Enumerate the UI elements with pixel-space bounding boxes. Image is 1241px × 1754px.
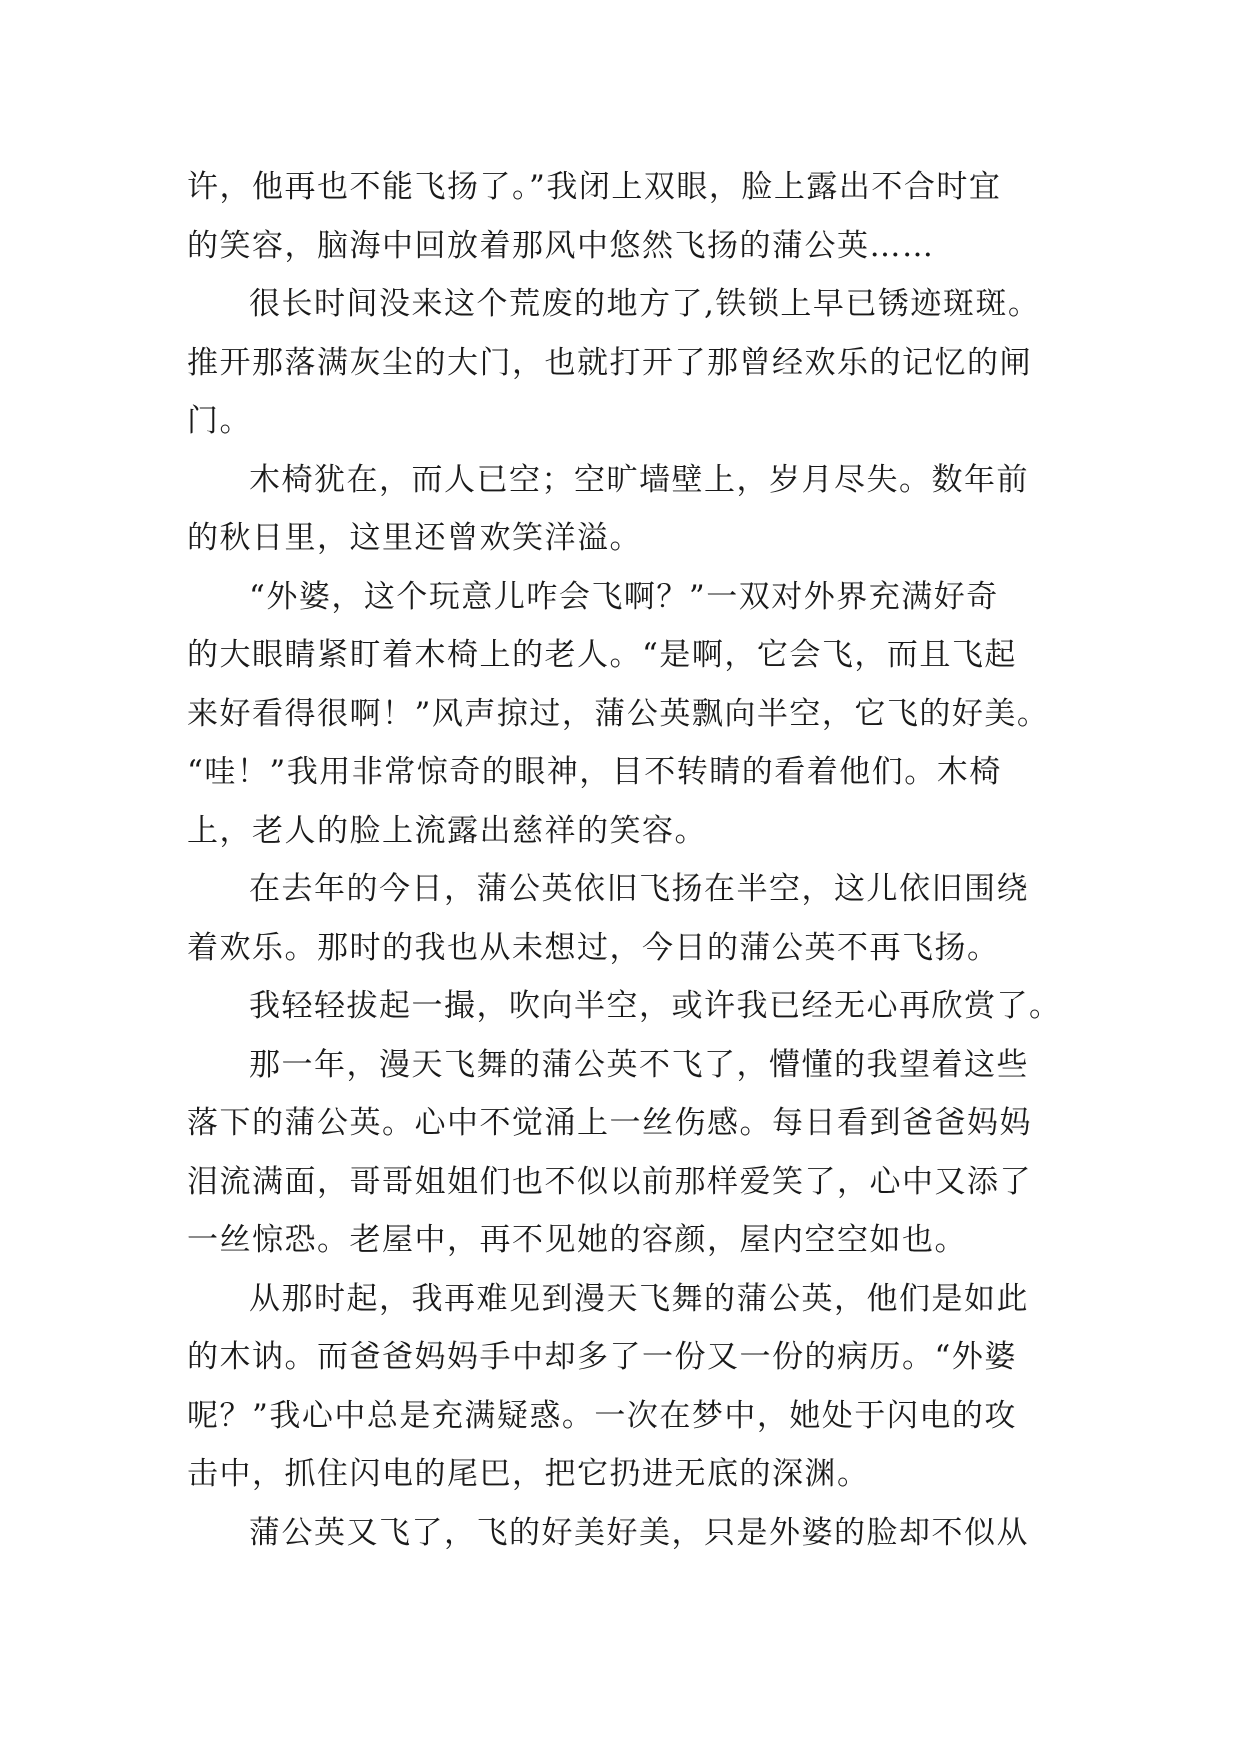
text-line: 的大眼睛紧盯着木椅上的老人。“是啊，它会飞，而且飞起 [187, 637, 1017, 673]
text-line: 从那时起，我再难见到漫天飞舞的蒲公英，他们是如此 [249, 1280, 1029, 1317]
text-line: 落下的蒲公英。心中不觉涌上一丝伤感。每日看到爸爸妈妈 [187, 1105, 1032, 1141]
text-line: 在去年的今日，蒲公英依旧飞扬在半空，这儿依旧围绕 [249, 871, 1029, 907]
paragraph-1 [187, 158, 1067, 275]
paragraph-2 [187, 275, 1067, 451]
text-line: “外婆，这个玩意儿咋会飞啊？”一双对外界充满好奇 [249, 578, 999, 615]
paragraph-5 [187, 860, 1067, 977]
text-line: 门。 [187, 403, 252, 439]
body-text [187, 158, 1067, 1562]
text-line: 木椅犹在，而人已空；空旷墙壁上，岁月尽失。数年前 [249, 461, 1029, 498]
text-line: 许，他再也不能飞扬了。”我闭上双眼，脸上露出不合时宜 [187, 169, 1002, 205]
paragraph-6 [187, 977, 1067, 1036]
text-line: 那一年，漫天飞舞的蒲公英不飞了，懵懂的我望着这些 [249, 1046, 1029, 1083]
text-line: 的笑容，脑海中回放着那风中悠然飞扬的蒲公英…… [187, 227, 935, 264]
text-line: 我轻轻拔起一撮，吹向半空，或许我已经无心再欣赏了。 [249, 988, 1062, 1024]
text-line: 击中，抓住闪电的尾巴，把它扔进无底的深渊。 [187, 1456, 870, 1492]
text-line: 来好看得很啊！”风声掠过，蒲公英飘向半空，它飞的好美。 [187, 695, 1050, 732]
text-line: 很长时间没来这个荒废的地方了,铁锁上早已锈迹斑斑。 [249, 286, 1041, 322]
text-line: 着欢乐。那时的我也从未想过，今日的蒲公英不再飞扬。 [187, 929, 1000, 966]
paragraph-8 [187, 1270, 1067, 1504]
text-line: 一丝惊恐。老屋中，再不见她的容颜，屋内空空如也。 [187, 1222, 967, 1258]
text-line: 推开那落满灰尘的大门，也就打开了那曾经欢乐的记忆的闸 [187, 344, 1032, 381]
paragraph-9 [187, 1504, 1067, 1563]
paragraph-7 [187, 1036, 1067, 1270]
text-line: 的秋日里，这里还曾欢笑洋溢。 [187, 520, 642, 556]
text-line: 蒲公英又飞了，飞的好美好美，只是外婆的脸却不似从 [249, 1514, 1029, 1551]
text-line: 呢？”我心中总是充满疑惑。一次在梦中，她处于闪电的攻 [187, 1397, 1017, 1434]
text-line: “哇！”我用非常惊奇的眼神，目不转睛的看着他们。木椅 [187, 754, 1002, 790]
text-line: 的木讷。而爸爸妈妈手中却多了一份又一份的病历。“外婆 [187, 1339, 1017, 1375]
paragraph-3 [187, 451, 1067, 568]
text-line: 泪流满面，哥哥姐姐们也不似以前那样爱笑了，心中又添了 [187, 1163, 1032, 1200]
paragraph-4 [187, 568, 1067, 861]
text-line: 上，老人的脸上流露出慈祥的笑容。 [187, 812, 707, 849]
